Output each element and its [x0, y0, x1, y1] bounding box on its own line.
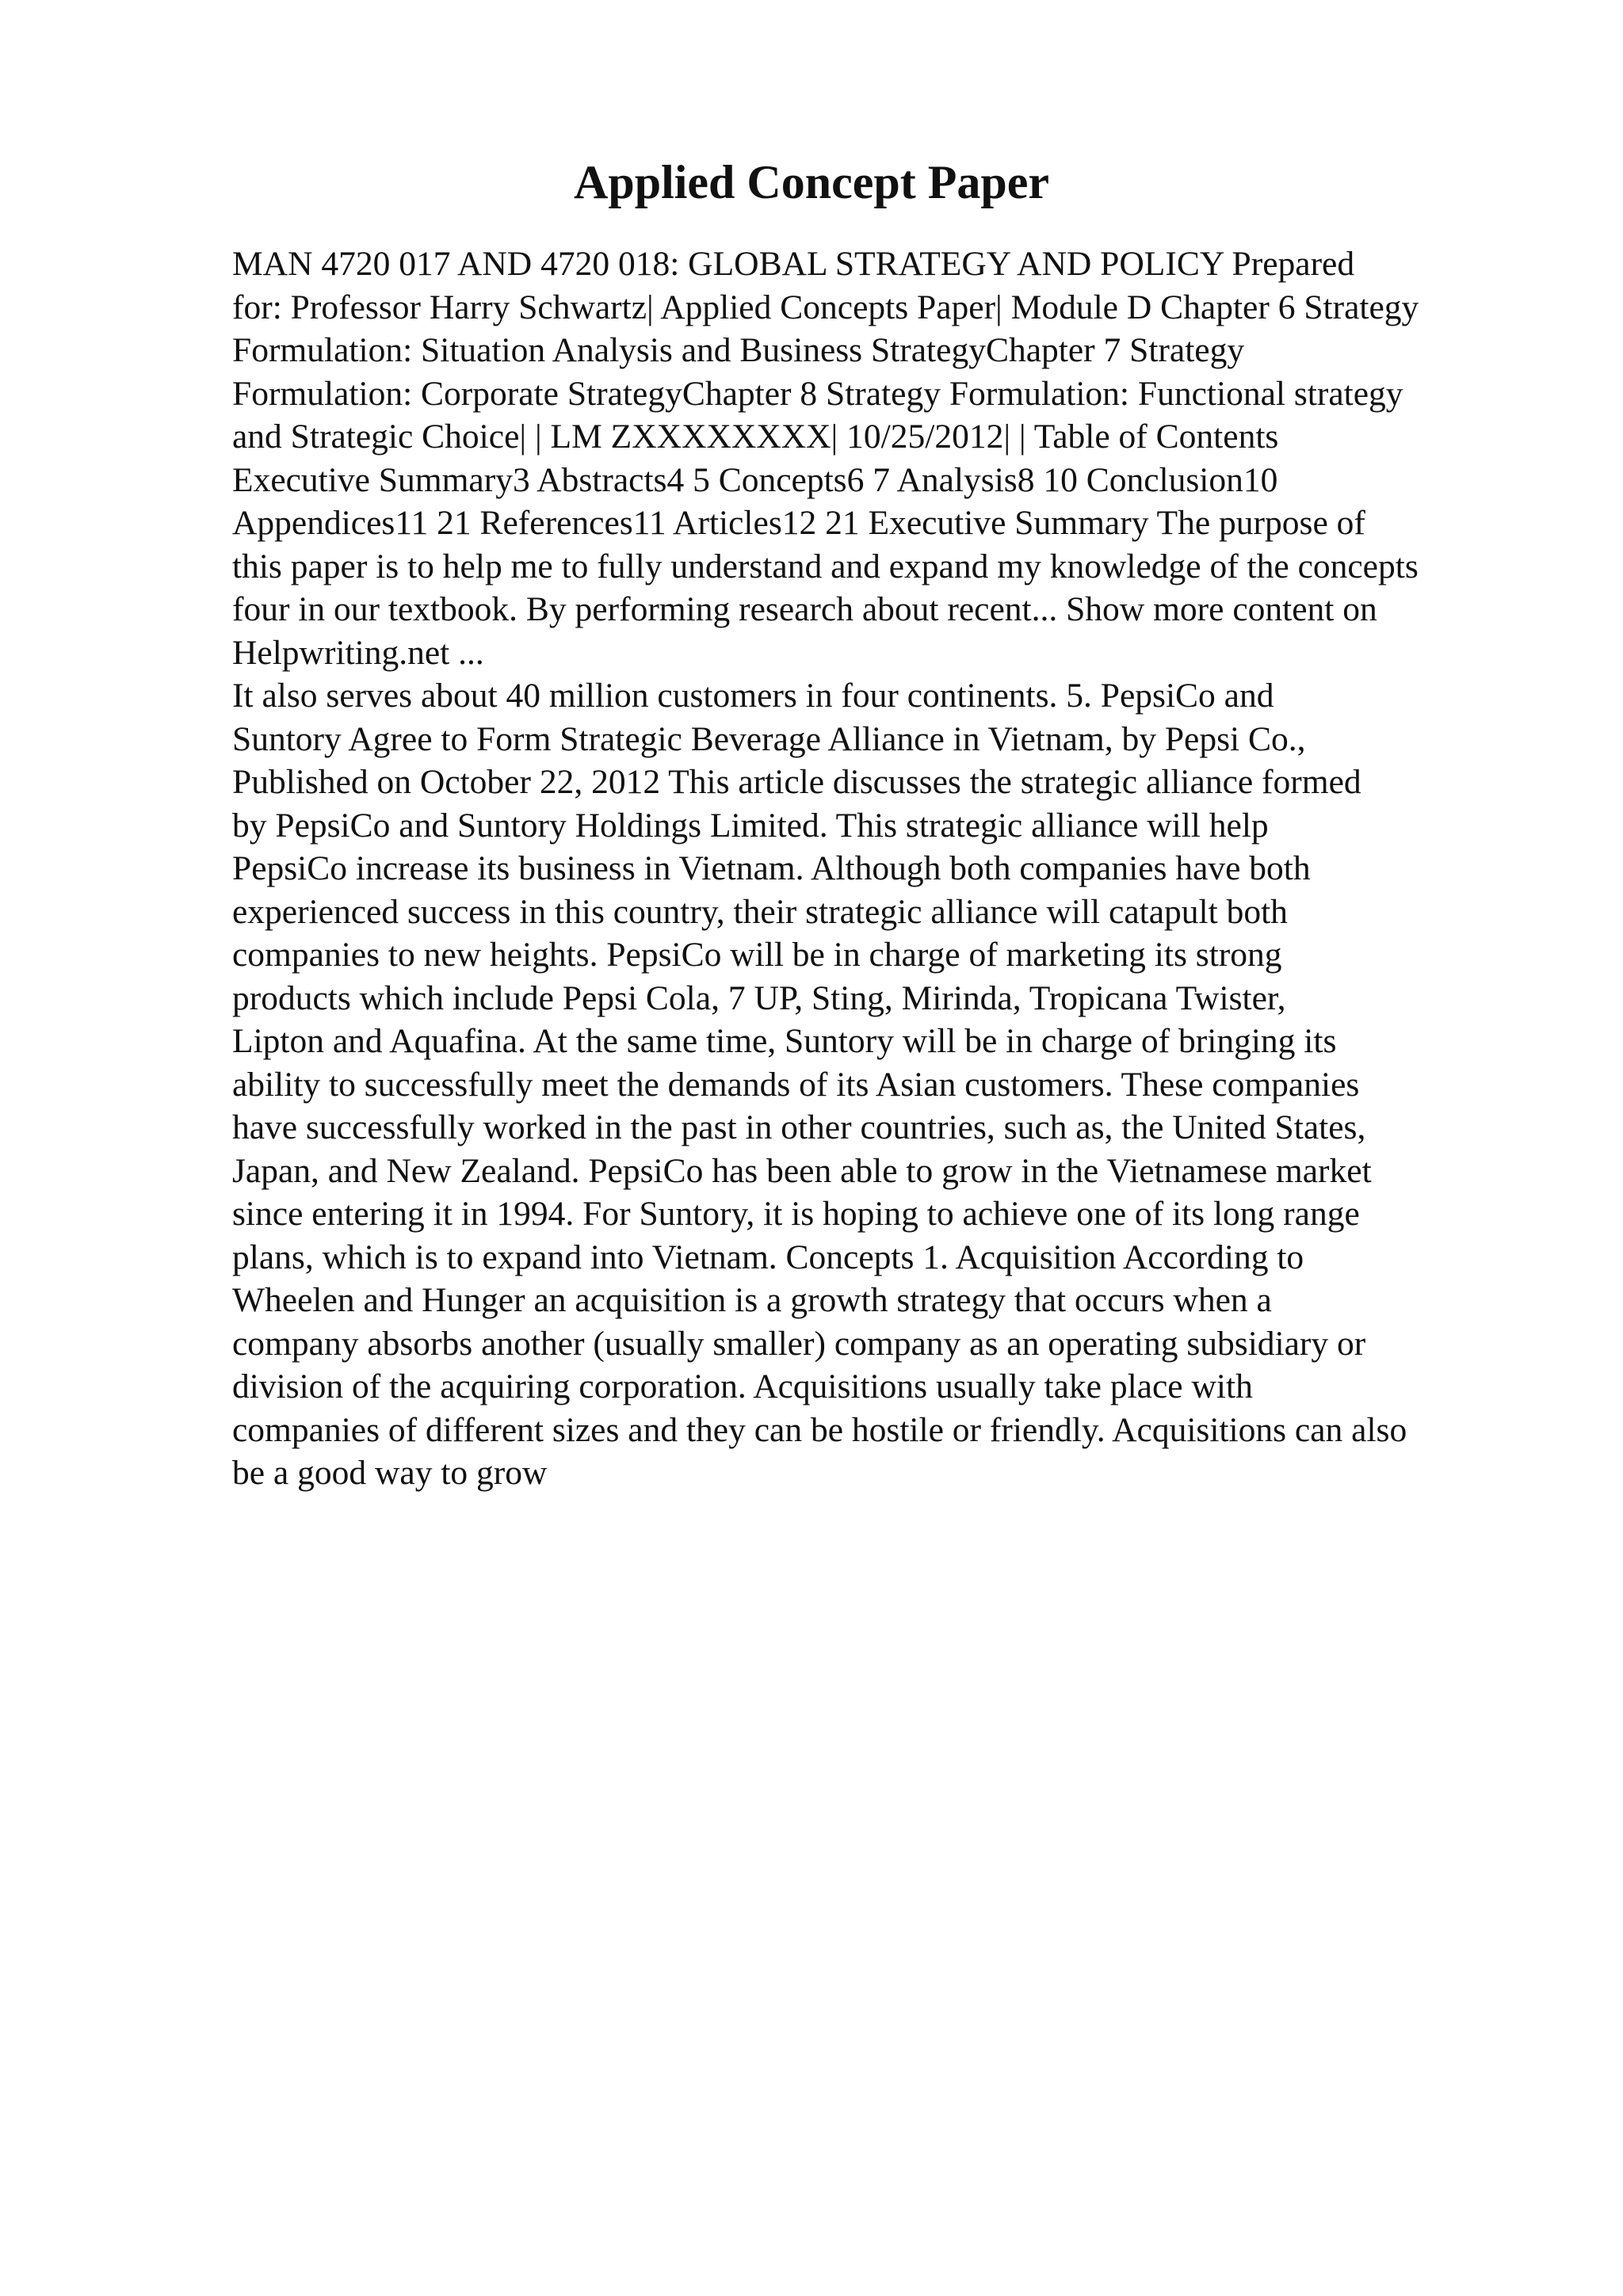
text-line: plans, which is to expand into Vietnam. Concepts 1. Acquisition According to	[232, 1238, 1304, 1276]
text-line: companies of different sizes and they can be hostile or friendly. Acquisitions can also	[232, 1410, 1407, 1449]
text-line: products which include Pepsi Cola, 7 UP, Sting, Mirinda, Tropicana Twister,	[232, 978, 1286, 1017]
text-line: Formulation: Corporate StrategyChapter 8 Strategy Formulation: Functional strategy	[232, 374, 1403, 413]
text-line: It also serves about 40 million customers in four continents. 5. PepsiCo and	[232, 677, 1274, 715]
text-line: for: Professor Harry Schwartz| Applied Concepts Paper| Module D Chapter 6 Strategy	[232, 288, 1419, 326]
text-line: Lipton and Aquafina. At the same time, Suntory will be in charge of bringing its	[232, 1022, 1337, 1060]
text-line: Appendices11 21 References11 Articles12 21 Executive Summary The purpose of	[232, 504, 1365, 542]
text-line: companies to new heights. PepsiCo will be in charge of marketing its strong	[232, 936, 1282, 974]
text-line: ability to successfully meet the demands of its Asian customers. These companies	[232, 1065, 1360, 1104]
text-line: Published on October 22, 2012 This article discusses the strategic alliance formed	[232, 763, 1361, 801]
text-line: Suntory Agree to Form Strategic Beverage Alliance in Vietnam, by Pepsi Co.,	[232, 719, 1306, 758]
text-line: Helpwriting.net ...	[232, 633, 484, 672]
text-line: PepsiCo increase its business in Vietnam. Although both companies have both	[232, 849, 1311, 887]
text-line: company absorbs another (usually smaller) company as an operating subsidiary or	[232, 1324, 1366, 1363]
text-line: since entering it in 1994. For Suntory, it is hoping to achieve one of its long range	[232, 1195, 1360, 1233]
text-line: this paper is to help me to fully understand and expand my knowledge of the concepts	[232, 547, 1419, 585]
text-line: experienced success in this country, their strategic alliance will catapult both	[232, 892, 1288, 931]
document-body	[232, 242, 1540, 1495]
document-title: Applied Concept Paper	[574, 156, 1049, 208]
text-line: MAN 4720 017 AND 4720 018: GLOBAL STRATEGY AND POLICY Prepared	[232, 245, 1355, 283]
text-line: and Strategic Choice| | LM ZXXXXXXXX| 10/25/2012| | Table of Contents	[232, 418, 1279, 456]
text-line: division of the acquiring corporation. Acquisitions usually take place with	[232, 1367, 1253, 1405]
text-line: by PepsiCo and Suntory Holdings Limited. This strategic alliance will help	[232, 806, 1269, 845]
text-line: Formulation: Situation Analysis and Business StrategyChapter 7 Strategy	[232, 331, 1245, 369]
text-line: Japan, and New Zealand. PepsiCo has been able to grow in the Vietnamese market	[232, 1151, 1372, 1190]
text-line: have successfully worked in the past in other countries, such as, the United States,	[232, 1108, 1366, 1146]
text-line: four in our textbook. By performing research about recent... Show more content on	[232, 590, 1377, 628]
text-line: Executive Summary3 Abstracts4 5 Concepts6 7 Analysis8 10 Conclusion10	[232, 460, 1278, 499]
text-line: Wheelen and Hunger an acquisition is a growth strategy that occurs when a	[232, 1281, 1272, 1319]
text-line: be a good way to grow	[232, 1454, 548, 1492]
